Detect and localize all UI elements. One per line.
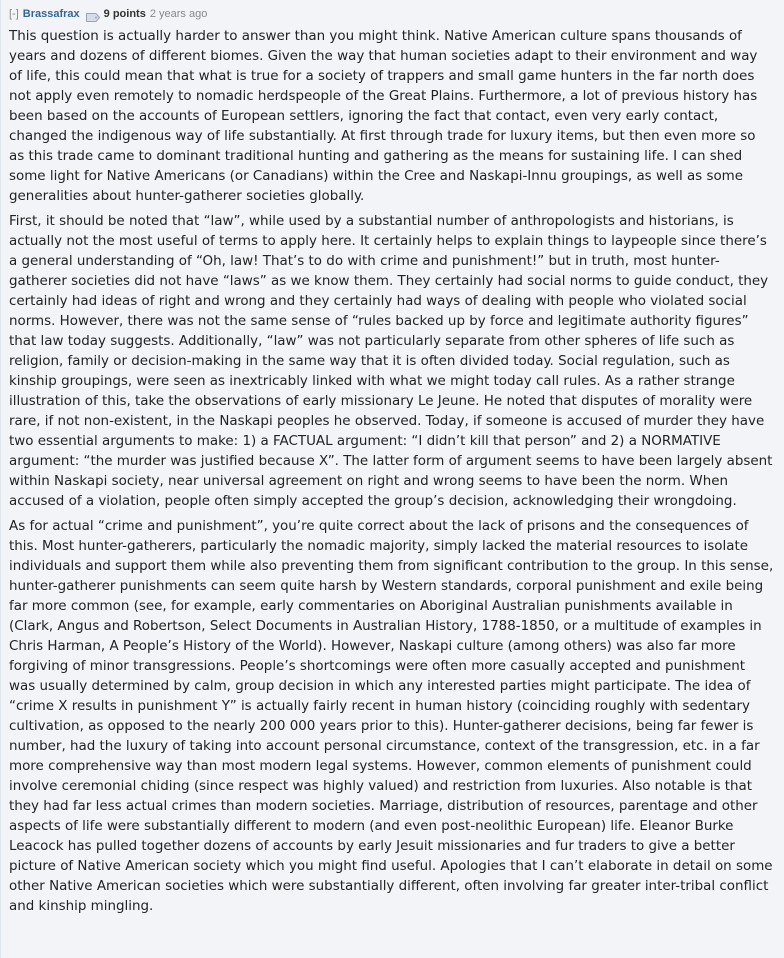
tag-icon <box>86 10 100 19</box>
timestamp: 2 years ago <box>149 8 208 20</box>
comment-body <box>9 27 776 917</box>
author-link[interactable]: Brassafrax <box>22 8 80 20</box>
score: 9 points <box>103 8 146 20</box>
comment-paragraph: As for actual “crime and punishment”, you’re quite correct about the lack of prisons and the consequences of this. Most hunter-gatherers, particularly the nomadic majority, simply lacked the material resources to isolate individuals and support them while also preventing them from significant contribution to the group. In this sense, hunter-gatherer punishments can seem quite harsh by Western standards, corporal punishment and exile being far more common (see, for example, early commentaries on Aboriginal Australian punishments available in (Clark, Angus and Robertson, Select Documents in Australian History, 1788-1850, or a multitude of examples in Chris Harman, A People’s History of the World). However, Naskapi culture (among others) was also far more forgiving of minor transgressions. People’s shortcomings were often more casually accepted and punishment was usually determined by calm, group decision in which any interested parties might participate. The idea of “crime X results in punishment Y” is actually fairly recent in human history (coinciding roughly with sedentary cultivation, as opposed to the nearly 200 000 years prior to this). Hunter-gatherer decisions, being far fewer is number, had the luxury of taking into account personal circumstance, context of the transgression, etc. in a far more comprehensive way than most modern legal systems. However, common elements of punishment could involve ceremonial chiding (since respect was highly valued) and restriction from luxuries. Also notable is that they had far less actual crimes than modern societies. Marriage, distribution of resources, parentage and other aspects of life were substantially different to modern (and even post-neolithic European) life. Eleanor Burke Leacock has pulled together dozens of accounts by early Jesuit missionaries and fur traders to give a better picture of Native American society which you might find useful. Apologies that I can’t elaborate in detail on some other Native American societies which were substantially different, often involving far greater inter-tribal conflict and kinship mingling. <box>9 519 774 914</box>
comment-paragraph: This question is actually harder to answer than you might think. Native American culture spans thousands of years and dozens of different biomes. Given the way that human societies adapt to their environment and way of life, this could mean that what is true for a society of trappers and small game hunters in the far north does not apply even remotely to nomadic herdspeople of the Great Plains. Furthermore, a lot of previous history has been based on the accounts of European settlers, ignoring the fact that contact, even very early contact, changed the indigenous way of life substantially. At first through trade for luxury items, but then even more so as this trade came to dominant traditional hunting and gathering as the means for sustaining life. I can shed some light for Native Americans (or Canadians) within the Cree and Naskapi-Innu groupings, as well as some generalities about hunter-gatherer societies globally. <box>9 29 758 204</box>
comment-paragraph: First, it should be noted that “law”, while used by a substantial number of anthropologists and historians, is actually not the most useful of terms to apply here. It certainly helps to explain things to laypeople since there’s a general understanding of “Oh, law! That’s to do with crime and punishment!” but in truth, most hunter-gatherer societies did not have “laws” as we know them. They certainly had social norms to guide conduct, they certainly had ideas of right and wrong and they certainly had ways of dealing with people who violated social norms. However, there was not the same sense of “rules backed up by force and legitimate authority figures” that law today suggests. Additionally, “law” was not particularly separate from other spheres of life such as religion, family or decision-making in the same way that it is often divided today. Social regulation, such as kinship groupings, were seen as inextricably linked with what we might today call rules. As a rather strange illustration of this, take the observations of early missionary Le Jeune. He noted that disputes of morality were rare, if not non-existent, in the Naskapi peoples he observed. Today, if someone is accused of murder they have two essential arguments to make: 1) a FACTUAL argument: “I didn’t kill that person” and 2) a NORMATIVE argument: “the murder was justified because X”. The latter form of argument seems to have been largely absent within Naskapi society, near universal agreement on right and wrong seems to have been the norm. When accused of a violation, people often simply accepted the group’s decision, acknowledging their wrongdoing. <box>9 214 773 509</box>
collapse-toggle[interactable]: [-] <box>9 8 19 20</box>
comment-tagline <box>9 5 776 23</box>
